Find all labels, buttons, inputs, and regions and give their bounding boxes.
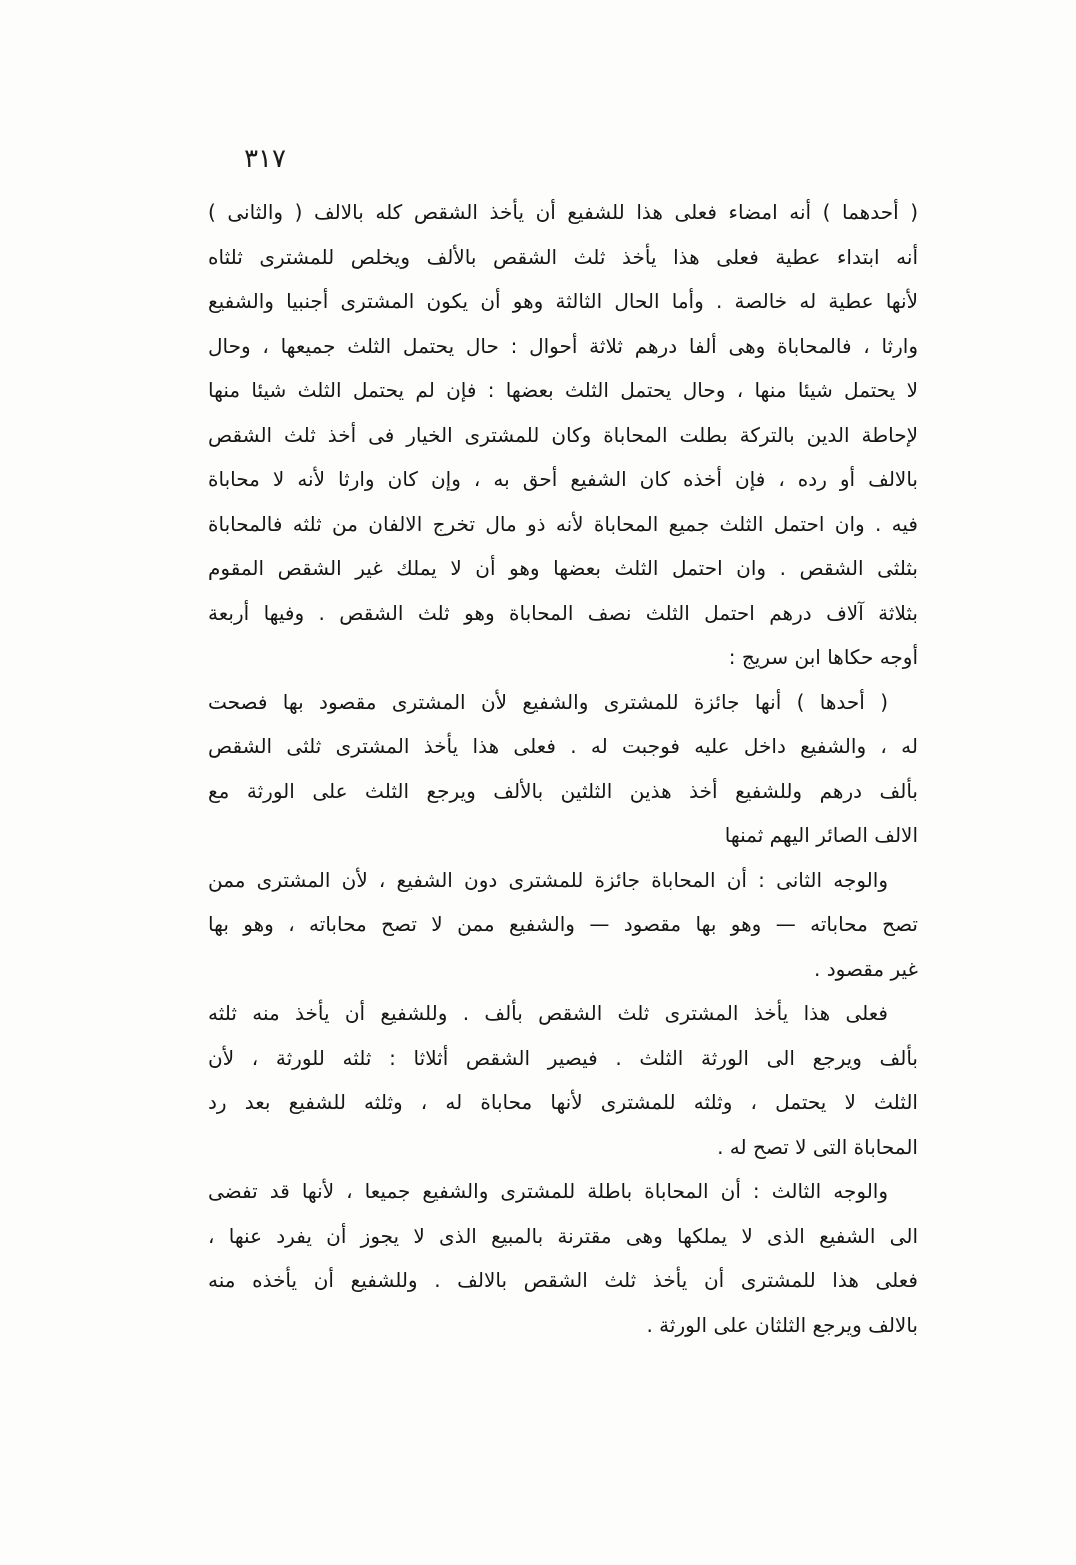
text-line: بالالف ويرجع الثلثان على الورثة .: [646, 1312, 918, 1337]
page-number: ٣١٧: [244, 144, 286, 174]
text-line: أنه ابتداء عطية فعلى هذا يأخذ ثلث الشقص بالألف ويخلص للمشترى ثلثاه: [208, 244, 918, 269]
text-line: لا يحتمل شيئا منها ، وحال يحتمل الثلث بعضها : فإن لم يحتمل الثلث شيئا منها: [208, 378, 918, 402]
text-line: لأنها عطية له خالصة . وأما الحال الثالثة وهو أن يكون المشترى أجنبيا والشفيع: [208, 289, 918, 313]
text-line: فيه . وان احتمل الثلث جميع المحاباة لأنه ذو مال تخرج الالفان من ثلثه فالمحاباة: [208, 511, 918, 536]
text-line: المحاباة التى لا تصح له .: [717, 1134, 918, 1159]
text-line: والوجه الثالث : أن المحاباة باطلة للمشترى والشفيع جميعا ، لأنها قد تفضى: [208, 1179, 888, 1203]
text-line: بألف ويرجع الى الورثة الثلث . فيصير الشقص أثلاثا : ثلثه للورثة ، لأن: [208, 1045, 918, 1070]
text-line: بالالف أو رده ، فإن أخذه كان الشفيع أحق به ، وإن كان وارثا لأنه لا محاباة: [208, 467, 918, 491]
text-line: بألف درهم وللشفيع أخذ هذين الثلثين بالألف ويرجع الثلث على الورثة مع: [208, 778, 918, 803]
text-line: غير مقصود .: [813, 956, 918, 981]
text-line: ( أحدها ) أنها جائزة للمشترى والشفيع لأن المشترى مقصود بها فصحت: [208, 689, 888, 714]
text-line: فعلى هذا للمشترى أن يأخذ ثلث الشقص بالالف . وللشفيع أن يأخذه منه: [208, 1268, 918, 1292]
text-line: بثلثى الشقص . وان احتمل الثلث بعضها وهو أن لا يملك غير الشقص المقوم: [208, 556, 918, 580]
text-line: الى الشفيع الذى لا يملكها وهى مقترنة بالمبيع الذى لا يجوز أن يفرد عنها ،: [208, 1223, 918, 1248]
text-line: أوجه حكاها ابن سريج :: [728, 645, 918, 669]
text-line: تصح محاباته — وهو بها مقصود — والشفيع ممن لا تصح محاباته ، وهو بها: [208, 912, 918, 936]
text-line: فعلى هذا يأخذ المشترى ثلث الشقص بألف . وللشفيع أن يأخذ منه ثلثه: [208, 1001, 888, 1025]
text-line: بثلاثة آلاف درهم احتمل الثلث نصف المحاباة وهو ثلث الشقص . وفيها أربعة: [208, 600, 918, 625]
text-line: الثلث لا يحتمل ، وثلثه للمشترى لأنها محاباة له ، وثلثه للشفيع بعد رد: [208, 1090, 918, 1114]
text-line: والوجه الثانى : أن المحاباة جائزة للمشترى دون الشفيع ، لأن المشترى ممن: [208, 867, 888, 892]
text-line: له ، والشفيع داخل عليه فوجبت له . فعلى هذا يأخذ المشترى ثلثى الشقص: [208, 734, 918, 758]
text-line: الالف الصائر اليهم ثمنها: [724, 823, 918, 847]
body-text: [208, 190, 918, 1347]
text-line: ( أحدهما ) أنه امضاء فعلى هذا للشفيع أن يأخذ الشقص كله بالالف ( والثانى ): [208, 200, 918, 224]
text-line: لإحاطة الدين بالتركة بطلت المحاباة وكان للمشترى الخيار فى أخذ ثلث الشقص: [208, 422, 918, 447]
text-line: وارثا ، فالمحاباة وهى ألفا درهم ثلاثة أحوال : حال يحتمل الثلث جميعها ، وحال: [208, 333, 918, 358]
